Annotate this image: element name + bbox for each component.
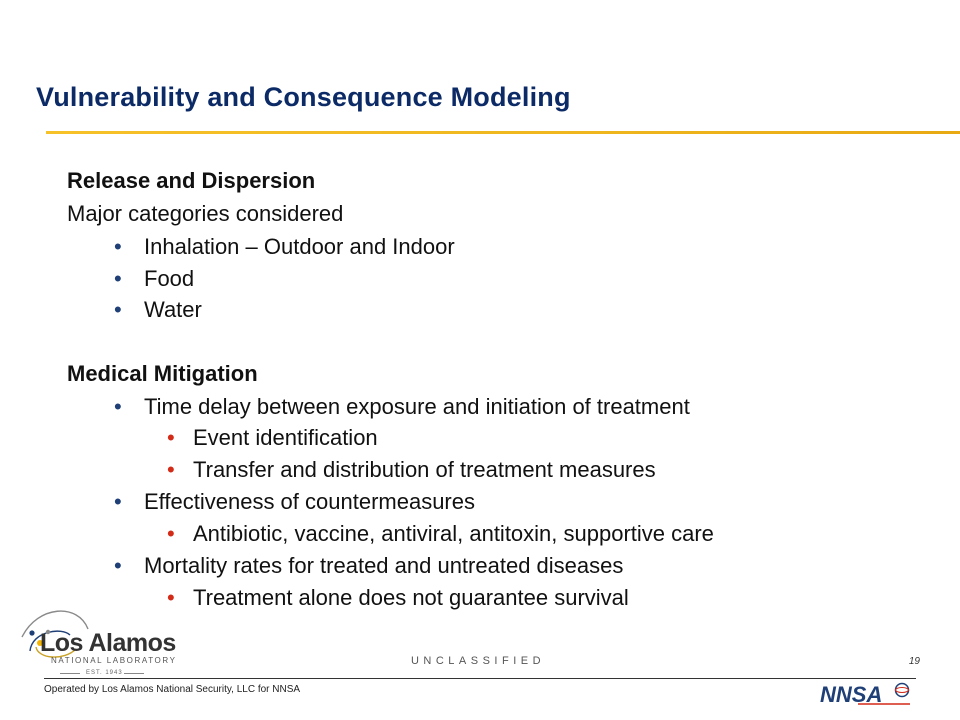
logo-wordmark: Los Alamos <box>40 629 176 657</box>
title-underline <box>46 131 960 134</box>
section-heading: Release and Dispersion <box>67 168 316 193</box>
bullet-icon: • <box>114 394 122 419</box>
section-heading: Medical Mitigation <box>67 361 258 386</box>
nnsa-logo-icon <box>818 680 914 708</box>
svg-text:NNSA: NNSA <box>820 682 883 707</box>
slide: Vulnerability and Consequence Modeling Release and Dispersion Major categories considered • Inhalation – Outdoor and Indoor • Food • Water Medical Mitigation • Time delay between exposure and initiation of treatment • Event identification • Transfer and distribution of treatment measures • Effectiveness of countermeasures • Antibiotic, vaccine, antiviral, antitoxin, supportive care • Mortality rates for treated and untreated diseases • Treatment alone does not guarantee survival Los Alamos NATIONAL LABORATORY EST. 1943 UNCLASSIFIED 19 Operated by Los Alamos National Security, LLC for NNSA NNSA <box>0 0 960 720</box>
logo-est-rule-left <box>60 673 80 674</box>
sub-bullet-icon: • <box>167 425 175 450</box>
logo-established: EST. 1943 <box>86 670 123 676</box>
sub-bullet-icon: • <box>167 585 175 610</box>
bullet-icon: • <box>114 266 122 291</box>
logo-subtitle: NATIONAL LABORATORY <box>51 656 177 665</box>
bullet-icon: • <box>114 297 122 322</box>
logo-est-rule-right <box>124 673 144 674</box>
classification-label: UNCLASSIFIED <box>410 655 546 667</box>
page-number: 19 <box>908 656 920 667</box>
bullet-icon: • <box>114 489 122 514</box>
bullet-icon: • <box>114 553 122 578</box>
sub-bullet-icon: • <box>167 521 175 546</box>
slide-title: Vulnerability and Consequence Modeling <box>36 82 571 112</box>
section-subheading: Major categories considered <box>67 201 344 226</box>
footer-divider <box>44 678 916 679</box>
operated-by-text: Operated by Los Alamos National Security, LLC for NNSA <box>44 684 301 695</box>
bullet-icon: • <box>114 234 122 259</box>
sub-bullet-icon: • <box>167 457 175 482</box>
